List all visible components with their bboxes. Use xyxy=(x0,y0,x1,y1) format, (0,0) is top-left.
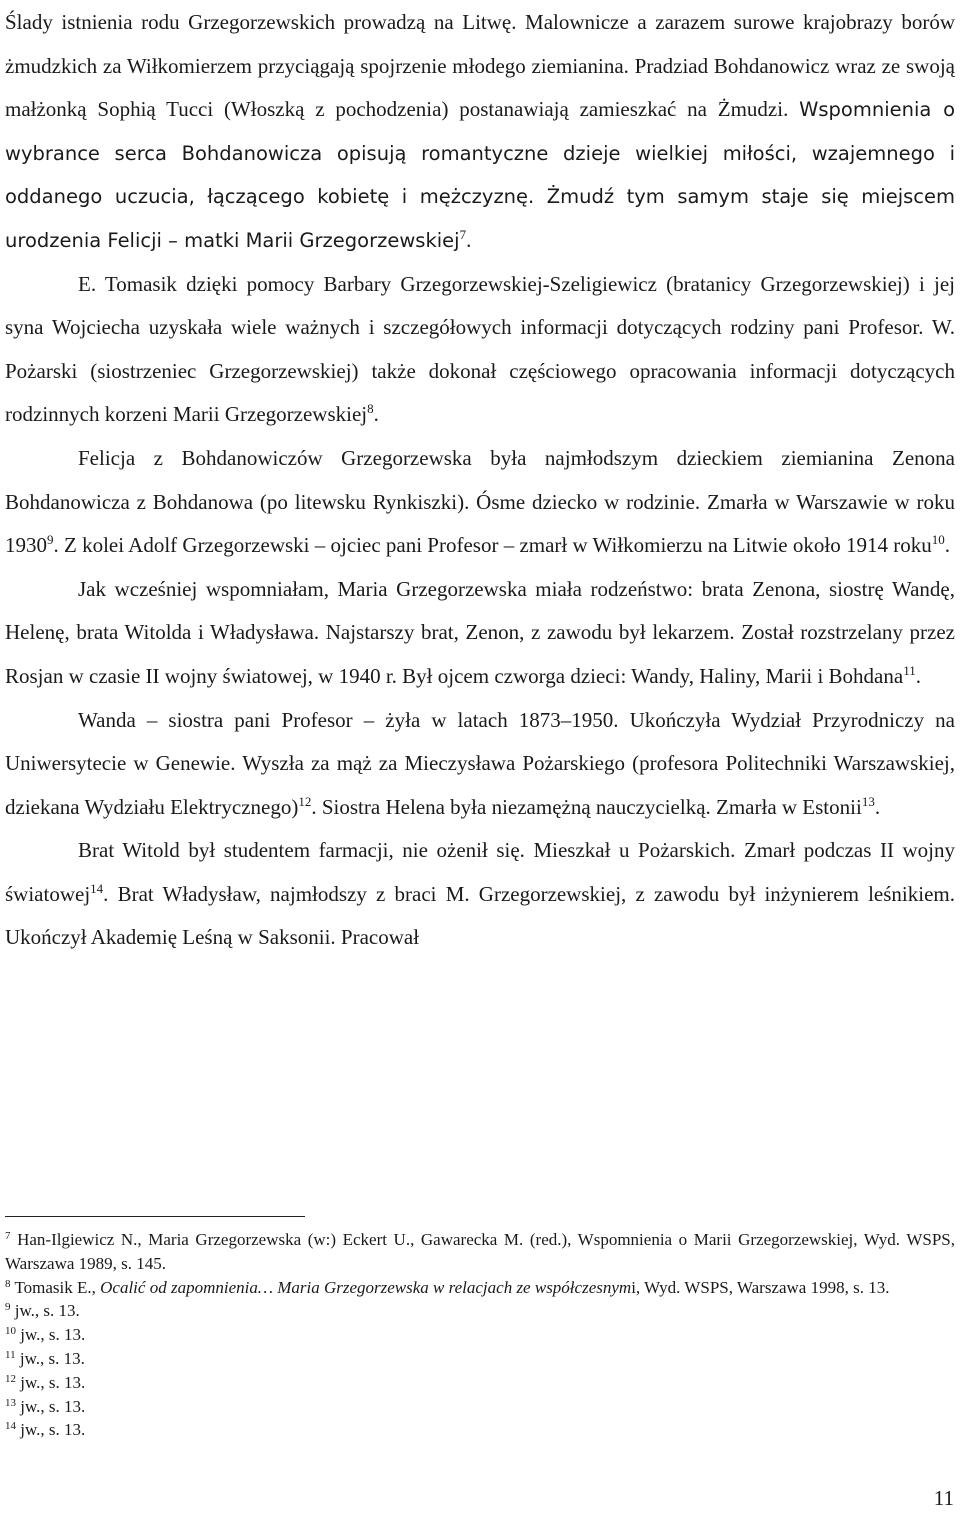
footnote-text: jw., s. 13. xyxy=(15,1348,85,1368)
footnote-7 xyxy=(5,1228,955,1276)
main-text xyxy=(5,1,955,960)
footnote-8 xyxy=(5,1276,955,1300)
footnote-ref-8: 8 xyxy=(367,401,374,417)
footnote-ref-13: 13 xyxy=(861,793,875,809)
paragraph-3 xyxy=(5,437,955,568)
footnote-text: jw., s. 13. xyxy=(16,1420,86,1440)
footnote-text: jw., s. 13. xyxy=(16,1325,86,1345)
footnote-number: 12 xyxy=(5,1372,16,1385)
paragraph-4 xyxy=(5,568,955,699)
footnote-text-pre: Tomasik E., xyxy=(10,1277,101,1297)
footnote-number: 7 xyxy=(5,1229,11,1242)
paragraph-1-text-b: Wspomnienia o wybrance serca Bohdanowicza opisują romantyczne dzieje wielkiej miłości, wzajemnego i oddanego uczucia, łączącego kobietę i mężczyznę. Żmudź tym samym staje się miejscem urodzenia Felicji – matki Marii Grzegorzewskiej xyxy=(5,98,956,252)
paragraph-6 xyxy=(5,829,955,960)
page-number: 11 xyxy=(933,1486,954,1510)
paragraph-4-text: Jak wcześniej wspomniałam, Maria Grzegorzewska miała rodzeństwo: brata Zenona, siostrę Wandę, Helenę, brata Witolda i Władysława. Najstarszy brat, Zenon, z zawodu był lekarzem. Został rozstrzelany przez Rosjan w czasie II wojny światowej, w 1940 r. Był ojcem czworga dzieci: Wandy, Haliny, Marii i Bohdana xyxy=(5,576,955,688)
footnote-14 xyxy=(5,1418,955,1442)
paragraph-2-text: E. Tomasik dzięki pomocy Barbary Grzegorzewskiej-Szeligiewicz (bratanicy Grzegorzewskiej) i jej syna Wojciecha uzyskała wiele ważnych i szczegółowych informacji dotyczących rodziny pani Profesor. W. Pożarski (siostrzeniec Grzegorzewskiej) także dokonał częściowego opracowania informacji dotyczących rodzinnych korzeni Marii Grzegorzewskiej xyxy=(5,271,955,427)
footnote-ref-14: 14 xyxy=(90,881,104,897)
footnote-number: 9 xyxy=(5,1301,11,1314)
footnote-number: 13 xyxy=(5,1396,16,1409)
footnote-number: 8 xyxy=(5,1277,11,1290)
footnote-ref-11: 11 xyxy=(903,663,916,679)
footnote-ref-9: 9 xyxy=(47,532,54,548)
paragraph-1-end: . xyxy=(466,227,472,252)
footnote-text: jw., s. 13. xyxy=(16,1372,86,1392)
footnote-ref-10: 10 xyxy=(931,532,945,548)
footnote-11 xyxy=(5,1347,955,1371)
paragraph-6-text-b: . Brat Władysław, najmłodszy z braci M. Grzegorzewskiej, z zawodu był inżynierem leśnikiem. Ukończył Akademię Leśną w Saksonii. Pracował xyxy=(5,881,955,950)
paragraph-3-text-a: Felicja z Bohdanowiczów Grzegorzewska była najmłodszym dzieckiem ziemianina Zenona Bohdanowicza z Bohdanowa (po litewsku Rynkiszki). Ósme dziecko w rodzinie. Zmarła w Warszawie w roku 1930 xyxy=(5,445,955,558)
footnote-text: Han-Ilgiewicz N., Maria Grzegorzewska (w:) Eckert U., Gawarecka M. (red.), Wspomnienia o Marii Grzegorzewskiej, Wyd. WSPS, Warszawa 1989, s. 145. xyxy=(5,1230,955,1273)
footnote-text: jw., s. 13. xyxy=(10,1301,80,1321)
paragraph-1 xyxy=(5,1,955,263)
footnotes xyxy=(5,1228,955,1442)
paragraph-4-end: . xyxy=(915,663,921,688)
footnote-10 xyxy=(5,1323,955,1347)
footnote-9 xyxy=(5,1299,955,1323)
paragraph-5-text-b: . Siostra Helena była niezamężną nauczycielką. Zmarła w Estonii xyxy=(311,794,862,819)
footnote-number: 11 xyxy=(5,1348,16,1361)
paragraph-3-end: . xyxy=(944,533,950,558)
footnote-ref-12: 12 xyxy=(298,793,312,809)
footnote-13 xyxy=(5,1395,955,1419)
footnote-separator xyxy=(5,1216,305,1217)
paragraph-2-end: . xyxy=(373,402,379,427)
paragraph-5-text-a: Wanda – siostra pani Profesor – żyła w latach 1873–1950. Ukończyła Wydział Przyrodniczy na Uniwersytecie w Genewie. Wyszła za mąż za Mieczysława Pożarskiego (profesora Politechniki Warszawskiej, dziekana Wydziału Elektrycznego) xyxy=(5,707,955,819)
paragraph-5-end: . xyxy=(874,794,881,819)
footnote-text: jw., s. 13. xyxy=(16,1396,86,1416)
paragraph-6-text-a: Brat Witold był studentem farmacji, nie ożenił się. Mieszkał u Pożarskich. Zmarł podczas II wojny światowej xyxy=(5,838,955,906)
paragraph-1-text-a: Ślady istnienia rodu Grzegorzewskich prowadzą na Litwę. Malownicze a zarazem surowe krajobrazy borów żmudzkich za Wiłkomierzem przyciągają spojrzenie młodego ziemianina. Pradziad Bohdanowicz wraz ze swoją małżonką Sophią Tucci (Włoszką z pochodzenia) postanawiają zamieszkać na Żmudzi. xyxy=(5,10,955,122)
footnote-number: 10 xyxy=(5,1325,16,1338)
footnote-text-post: i, Wyd. WSPS, Warszawa 1998, s. 13. xyxy=(631,1277,890,1297)
paragraph-2 xyxy=(5,263,955,437)
footnote-number: 14 xyxy=(5,1420,16,1433)
footnote-title: Ocalić od zapomnienia… Maria Grzegorzewska w relacjach ze współczesnym xyxy=(100,1277,632,1297)
footnote-12 xyxy=(5,1371,955,1395)
footnote-ref-7: 7 xyxy=(459,227,467,243)
paragraph-3-text-b: . Z kolei Adolf Grzegorzewski – ojciec pani Profesor – zmarł w Wiłkomierzu na Litwie około 1914 roku xyxy=(53,533,932,558)
paragraph-5 xyxy=(5,699,955,830)
